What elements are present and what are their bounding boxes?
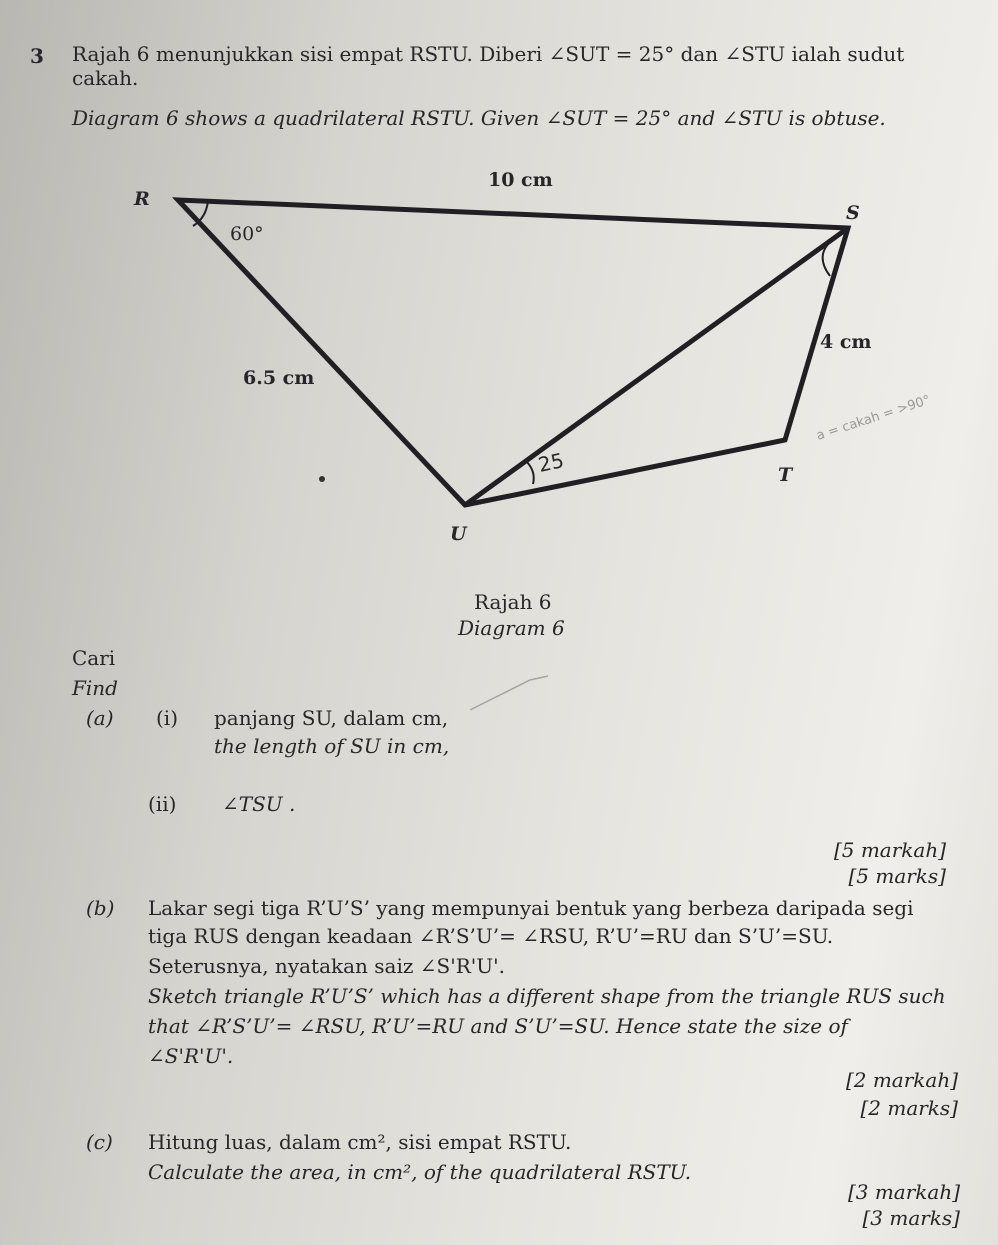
part-a-i-malay: panjang SU, dalam cm, <box>214 706 449 730</box>
handwritten-pencil-note: a = cakah = >90° <box>814 392 933 444</box>
part-a-ii-text: ∠TSU . <box>222 792 296 816</box>
part-c-marks-malay: [3 markah] <box>847 1180 960 1204</box>
diagram-caption-english: Diagram 6 <box>458 616 565 640</box>
part-b-english-line3: ∠S'R'U'. <box>148 1044 234 1068</box>
find-malay: Cari <box>72 646 116 670</box>
intro-malay-line2: cakah. <box>72 66 139 90</box>
part-b-malay-line3: Seterusnya, nyatakan saiz ∠S'R'U'. <box>148 954 505 978</box>
side-ru-label: 6.5 cm <box>243 367 315 389</box>
diagram-caption-malay: Rajah 6 <box>474 590 552 614</box>
vertex-t-label: T <box>778 464 793 486</box>
part-c-label: (c) <box>86 1130 113 1154</box>
find-english: Find <box>72 676 118 700</box>
side-st-label: 4 cm <box>820 331 872 353</box>
vertex-u-label: U <box>450 523 467 545</box>
quadrilateral-rstu <box>178 200 848 505</box>
part-a-marks-english: [5 marks] <box>848 864 946 888</box>
part-c-malay: Hitung luas, dalam cm², sisi empat RSTU. <box>148 1130 572 1154</box>
part-a-marks-malay: [5 markah] <box>833 838 946 862</box>
part-a-label: (a) <box>86 706 114 730</box>
stray-dot <box>319 476 325 482</box>
intro-malay-line1: Rajah 6 menunjukkan sisi empat RSTU. Diberi ∠SUT = 25° dan ∠STU ialah sudut <box>72 42 905 66</box>
part-a-ii-label: (ii) <box>148 792 177 816</box>
part-b-malay-line2: tiga RUS dengan keadaan ∠R’S’U’= ∠RSU, R’U’=RU dan S’U’=SU. <box>148 924 834 948</box>
vertex-r-label: R <box>134 188 150 210</box>
pencil-arrow <box>470 676 548 710</box>
part-b-marks-malay: [2 markah] <box>845 1068 958 1092</box>
question-number: 3 <box>30 44 44 68</box>
part-a-i-label: (i) <box>156 706 179 730</box>
angle-r-label: 60° <box>230 223 264 245</box>
part-a-i-english: the length of SU in cm, <box>214 734 450 758</box>
vertex-s-label: S <box>846 202 860 224</box>
part-b-marks-english: [2 marks] <box>860 1096 958 1120</box>
side-rs-label: 10 cm <box>488 169 553 191</box>
part-b-english-line1: Sketch triangle R’U’S’ which has a different shape from the triangle RUS such <box>148 984 946 1008</box>
angle-u-arc <box>527 462 534 484</box>
part-c-english: Calculate the area, in cm², of the quadrilateral RSTU. <box>148 1160 692 1184</box>
part-b-english-line2: that ∠R’S’U’= ∠RSU, R’U’=RU and S’U’=SU. Hence state the size of <box>148 1014 848 1038</box>
part-c-marks-english: [3 marks] <box>862 1206 960 1230</box>
part-b-label: (b) <box>86 896 115 920</box>
part-b-malay-line1: Lakar segi tiga R’U’S’ yang mempunyai bentuk yang berbeza daripada segi <box>148 896 914 920</box>
angle-u-handwritten: 25 <box>536 448 566 477</box>
intro-english: Diagram 6 shows a quadrilateral RSTU. Given ∠SUT = 25° and ∠STU is obtuse. <box>72 106 886 130</box>
